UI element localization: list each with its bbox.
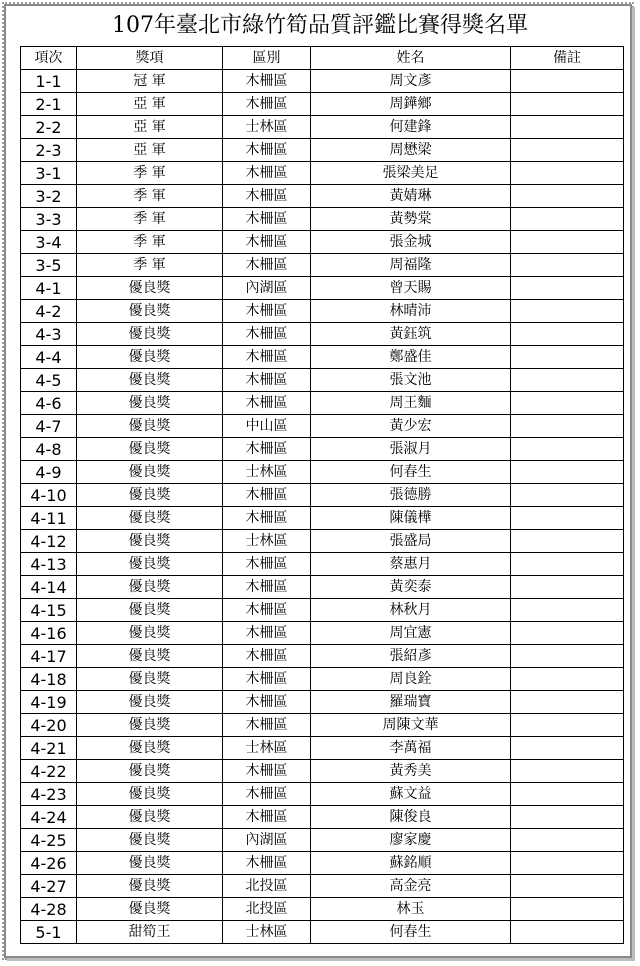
district-cell: 木柵區 — [223, 806, 311, 829]
award-cell: 優良獎 — [77, 622, 223, 645]
name-cell: 張金城 — [311, 231, 511, 254]
district-cell: 木柵區 — [223, 553, 311, 576]
district-cell: 中山區 — [223, 415, 311, 438]
remarks-cell — [511, 438, 624, 461]
name-cell: 黃婧琳 — [311, 185, 511, 208]
remarks-cell — [511, 254, 624, 277]
name-cell: 周宜憲 — [311, 622, 511, 645]
award-cell: 優良獎 — [77, 783, 223, 806]
item-no-cell: 4-7 — [21, 415, 77, 438]
item-no-cell: 3-5 — [21, 254, 77, 277]
remarks-cell — [511, 300, 624, 323]
name-cell: 陳俊良 — [311, 806, 511, 829]
item-no-cell: 3-4 — [21, 231, 77, 254]
item-no-cell: 4-28 — [21, 898, 77, 921]
award-cell: 冠 軍 — [77, 70, 223, 93]
name-cell: 陳儀樺 — [311, 507, 511, 530]
district-cell: 木柵區 — [223, 760, 311, 783]
table-row — [21, 116, 624, 139]
table-row — [21, 300, 624, 323]
district-cell: 木柵區 — [223, 70, 311, 93]
remarks-cell — [511, 576, 624, 599]
table-row — [21, 622, 624, 645]
name-cell: 周良銓 — [311, 668, 511, 691]
name-cell: 何建鋒 — [311, 116, 511, 139]
table-row — [21, 323, 624, 346]
table-row — [21, 553, 624, 576]
remarks-cell — [511, 185, 624, 208]
district-cell: 木柵區 — [223, 714, 311, 737]
remarks-cell — [511, 806, 624, 829]
table-row — [21, 668, 624, 691]
award-cell: 優良獎 — [77, 576, 223, 599]
item-no-cell: 2-2 — [21, 116, 77, 139]
document-title: 107年臺北市綠竹筍品質評鑑比賽得獎名單 — [112, 13, 528, 38]
district-cell: 木柵區 — [223, 783, 311, 806]
table-row — [21, 484, 624, 507]
award-cell: 亞 軍 — [77, 93, 223, 116]
table-row — [21, 645, 624, 668]
district-cell: 木柵區 — [223, 484, 311, 507]
table-row — [21, 93, 624, 116]
name-cell: 周懋梁 — [311, 139, 511, 162]
district-cell: 木柵區 — [223, 185, 311, 208]
item-no-cell: 4-27 — [21, 875, 77, 898]
district-cell: 木柵區 — [223, 691, 311, 714]
award-cell: 優良獎 — [77, 484, 223, 507]
table-row — [21, 70, 624, 93]
district-cell: 木柵區 — [223, 645, 311, 668]
item-no-cell: 1-1 — [21, 70, 77, 93]
table-row — [21, 829, 624, 852]
table-row — [21, 898, 624, 921]
award-cell: 優良獎 — [77, 852, 223, 875]
remarks-cell — [511, 162, 624, 185]
remarks-cell — [511, 530, 624, 553]
award-cell: 季 軍 — [77, 185, 223, 208]
table-row — [21, 691, 624, 714]
name-cell: 何春生 — [311, 921, 511, 944]
item-no-cell: 4-11 — [21, 507, 77, 530]
table-row — [21, 576, 624, 599]
district-cell: 內湖區 — [223, 829, 311, 852]
name-cell: 曾天賜 — [311, 277, 511, 300]
award-cell: 優良獎 — [77, 369, 223, 392]
remarks-cell — [511, 369, 624, 392]
award-cell: 優良獎 — [77, 898, 223, 921]
item-no-cell: 4-19 — [21, 691, 77, 714]
item-no-cell: 4-21 — [21, 737, 77, 760]
table-header-row — [21, 47, 624, 70]
district-cell: 士林區 — [223, 461, 311, 484]
item-no-cell: 4-20 — [21, 714, 77, 737]
district-cell: 北投區 — [223, 875, 311, 898]
name-cell: 張淑月 — [311, 438, 511, 461]
table-row — [21, 277, 624, 300]
name-cell: 周陳文華 — [311, 714, 511, 737]
district-cell: 木柵區 — [223, 852, 311, 875]
name-cell: 周文彥 — [311, 70, 511, 93]
remarks-cell — [511, 139, 624, 162]
item-no-cell: 4-1 — [21, 277, 77, 300]
name-cell: 周王麵 — [311, 392, 511, 415]
district-cell: 士林區 — [223, 737, 311, 760]
remarks-cell — [511, 553, 624, 576]
item-no-cell: 4-23 — [21, 783, 77, 806]
table-row — [21, 875, 624, 898]
name-cell: 林玉 — [311, 898, 511, 921]
remarks-cell — [511, 691, 624, 714]
table-row — [21, 254, 624, 277]
remarks-cell — [511, 645, 624, 668]
award-cell: 優良獎 — [77, 760, 223, 783]
header-district: 區別 — [223, 47, 311, 70]
district-cell: 士林區 — [223, 116, 311, 139]
district-cell: 木柵區 — [223, 300, 311, 323]
table-row — [21, 369, 624, 392]
item-no-cell: 4-12 — [21, 530, 77, 553]
table-row — [21, 415, 624, 438]
name-cell: 林晴沛 — [311, 300, 511, 323]
item-no-cell: 4-25 — [21, 829, 77, 852]
table-row — [21, 231, 624, 254]
district-cell: 木柵區 — [223, 668, 311, 691]
award-cell: 優良獎 — [77, 300, 223, 323]
award-cell: 季 軍 — [77, 231, 223, 254]
item-no-cell: 2-3 — [21, 139, 77, 162]
item-no-cell: 4-2 — [21, 300, 77, 323]
table-row — [21, 760, 624, 783]
district-cell: 木柵區 — [223, 208, 311, 231]
item-no-cell: 4-5 — [21, 369, 77, 392]
item-no-cell: 3-2 — [21, 185, 77, 208]
name-cell: 張德勝 — [311, 484, 511, 507]
award-cell: 優良獎 — [77, 461, 223, 484]
award-cell: 優良獎 — [77, 507, 223, 530]
table-row — [21, 921, 624, 944]
award-cell: 優良獎 — [77, 530, 223, 553]
remarks-cell — [511, 921, 624, 944]
remarks-cell — [511, 70, 624, 93]
award-cell: 優良獎 — [77, 737, 223, 760]
item-no-cell: 4-18 — [21, 668, 77, 691]
item-no-cell: 4-9 — [21, 461, 77, 484]
item-no-cell: 4-16 — [21, 622, 77, 645]
name-cell: 蘇銘順 — [311, 852, 511, 875]
remarks-cell — [511, 116, 624, 139]
award-cell: 優良獎 — [77, 599, 223, 622]
item-no-cell: 4-14 — [21, 576, 77, 599]
award-cell: 優良獎 — [77, 668, 223, 691]
district-cell: 士林區 — [223, 530, 311, 553]
item-no-cell: 4-6 — [21, 392, 77, 415]
award-cell: 優良獎 — [77, 392, 223, 415]
table-row — [21, 806, 624, 829]
district-cell: 士林區 — [223, 921, 311, 944]
remarks-cell — [511, 668, 624, 691]
remarks-cell — [511, 829, 624, 852]
district-cell: 木柵區 — [223, 93, 311, 116]
remarks-cell — [511, 415, 624, 438]
item-no-cell: 4-10 — [21, 484, 77, 507]
district-cell: 木柵區 — [223, 162, 311, 185]
item-no-cell: 4-24 — [21, 806, 77, 829]
remarks-cell — [511, 783, 624, 806]
district-cell: 木柵區 — [223, 139, 311, 162]
name-cell: 張梁美足 — [311, 162, 511, 185]
award-cell: 優良獎 — [77, 691, 223, 714]
item-no-cell: 4-15 — [21, 599, 77, 622]
name-cell: 張文池 — [311, 369, 511, 392]
remarks-cell — [511, 852, 624, 875]
name-cell: 羅瑞寶 — [311, 691, 511, 714]
award-cell: 優良獎 — [77, 277, 223, 300]
district-cell: 木柵區 — [223, 323, 311, 346]
name-cell: 蘇文益 — [311, 783, 511, 806]
name-cell: 黃少宏 — [311, 415, 511, 438]
item-no-cell: 4-4 — [21, 346, 77, 369]
district-cell: 木柵區 — [223, 346, 311, 369]
award-cell: 優良獎 — [77, 323, 223, 346]
name-cell: 鄭盛佳 — [311, 346, 511, 369]
name-cell: 黃勢棠 — [311, 208, 511, 231]
header-award: 獎項 — [77, 47, 223, 70]
remarks-cell — [511, 875, 624, 898]
table-row — [21, 737, 624, 760]
item-no-cell: 4-3 — [21, 323, 77, 346]
table-row — [21, 346, 624, 369]
award-cell: 優良獎 — [77, 875, 223, 898]
item-no-cell: 5-1 — [21, 921, 77, 944]
header-name: 姓名 — [311, 47, 511, 70]
district-cell: 北投區 — [223, 898, 311, 921]
table-row — [21, 185, 624, 208]
table-row — [21, 507, 624, 530]
remarks-cell — [511, 898, 624, 921]
table-row — [21, 392, 624, 415]
award-cell: 優良獎 — [77, 438, 223, 461]
district-cell: 木柵區 — [223, 369, 311, 392]
item-no-cell: 3-1 — [21, 162, 77, 185]
name-cell: 周鏵鄉 — [311, 93, 511, 116]
district-cell: 木柵區 — [223, 231, 311, 254]
table-row — [21, 530, 624, 553]
table-row — [21, 208, 624, 231]
name-cell: 林秋月 — [311, 599, 511, 622]
remarks-cell — [511, 231, 624, 254]
item-no-cell: 3-3 — [21, 208, 77, 231]
award-cell: 季 軍 — [77, 208, 223, 231]
item-no-cell: 4-13 — [21, 553, 77, 576]
remarks-cell — [511, 208, 624, 231]
item-no-cell: 4-17 — [21, 645, 77, 668]
district-cell: 木柵區 — [223, 438, 311, 461]
name-cell: 黃秀美 — [311, 760, 511, 783]
remarks-cell — [511, 392, 624, 415]
award-cell: 優良獎 — [77, 553, 223, 576]
award-cell: 優良獎 — [77, 346, 223, 369]
item-no-cell: 4-8 — [21, 438, 77, 461]
district-cell: 木柵區 — [223, 622, 311, 645]
table-row — [21, 461, 624, 484]
name-cell: 張紹彥 — [311, 645, 511, 668]
award-cell: 亞 軍 — [77, 139, 223, 162]
award-cell: 優良獎 — [77, 806, 223, 829]
item-no-cell: 4-26 — [21, 852, 77, 875]
table-row — [21, 599, 624, 622]
remarks-cell — [511, 507, 624, 530]
district-cell: 木柵區 — [223, 507, 311, 530]
remarks-cell — [511, 599, 624, 622]
award-cell: 優良獎 — [77, 645, 223, 668]
award-cell: 亞 軍 — [77, 116, 223, 139]
district-cell: 木柵區 — [223, 576, 311, 599]
table-row — [21, 162, 624, 185]
award-cell: 優良獎 — [77, 415, 223, 438]
award-cell: 優良獎 — [77, 829, 223, 852]
remarks-cell — [511, 323, 624, 346]
item-no-cell: 2-1 — [21, 93, 77, 116]
name-cell: 高金亮 — [311, 875, 511, 898]
remarks-cell — [511, 93, 624, 116]
remarks-cell — [511, 277, 624, 300]
remarks-cell — [511, 346, 624, 369]
table-row — [21, 852, 624, 875]
award-cell: 季 軍 — [77, 254, 223, 277]
name-cell: 黃鈺筑 — [311, 323, 511, 346]
name-cell: 李萬福 — [311, 737, 511, 760]
district-cell: 木柵區 — [223, 599, 311, 622]
name-cell: 廖家慶 — [311, 829, 511, 852]
award-cell: 季 軍 — [77, 162, 223, 185]
remarks-cell — [511, 714, 624, 737]
award-table — [20, 46, 624, 944]
award-cell: 優良獎 — [77, 714, 223, 737]
table-row — [21, 139, 624, 162]
district-cell: 內湖區 — [223, 277, 311, 300]
remarks-cell — [511, 461, 624, 484]
header-item-no: 項次 — [21, 47, 77, 70]
table-row — [21, 714, 624, 737]
table-row — [21, 783, 624, 806]
table-row — [21, 438, 624, 461]
item-no-cell: 4-22 — [21, 760, 77, 783]
district-cell: 木柵區 — [223, 254, 311, 277]
remarks-cell — [511, 737, 624, 760]
award-cell: 甜筍王 — [77, 921, 223, 944]
name-cell: 黃奕泰 — [311, 576, 511, 599]
name-cell: 周福隆 — [311, 254, 511, 277]
header-remarks: 備註 — [511, 47, 624, 70]
name-cell: 何春生 — [311, 461, 511, 484]
name-cell: 張盛局 — [311, 530, 511, 553]
remarks-cell — [511, 484, 624, 507]
district-cell: 木柵區 — [223, 392, 311, 415]
remarks-cell — [511, 622, 624, 645]
name-cell: 蔡惠月 — [311, 553, 511, 576]
remarks-cell — [511, 760, 624, 783]
